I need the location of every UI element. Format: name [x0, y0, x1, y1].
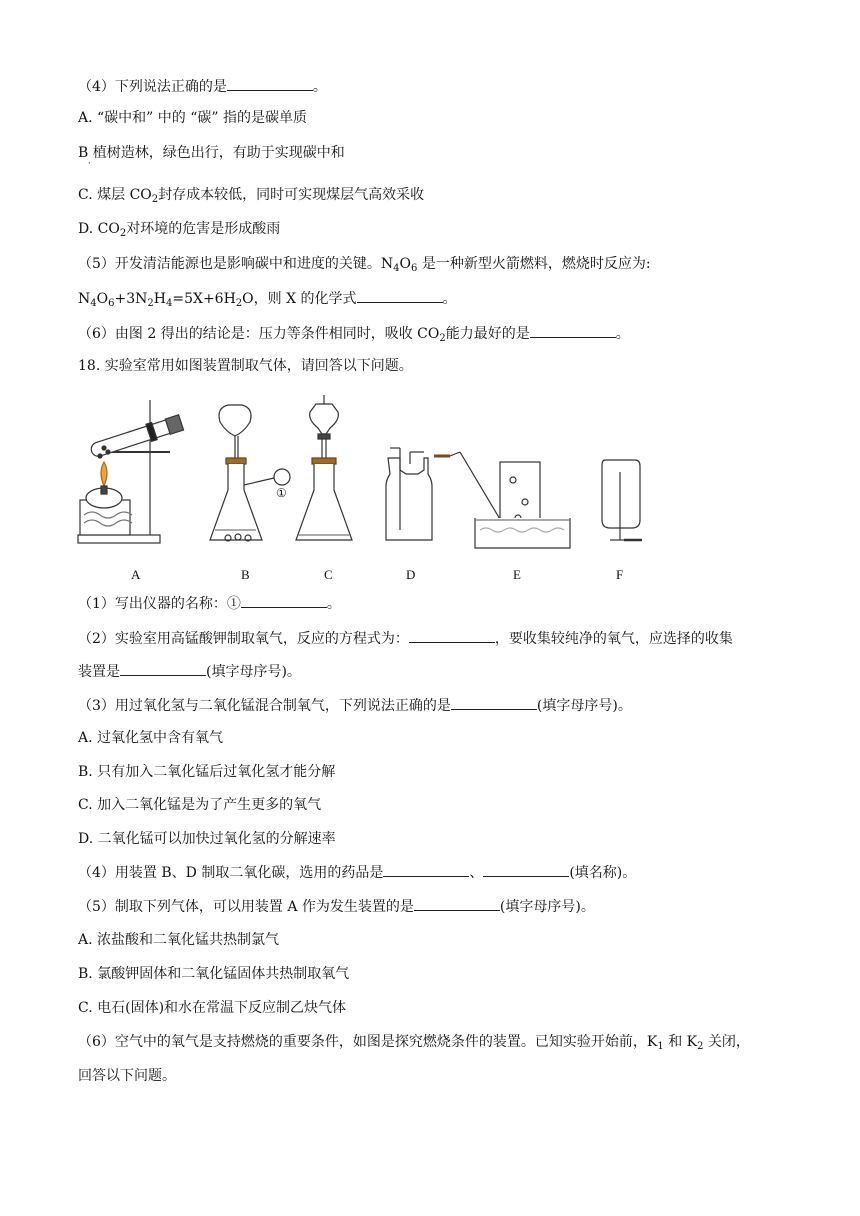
figure-label-b: B [241, 567, 250, 582]
figure-label-a: A [131, 567, 141, 582]
q18-p4-blank-2[interactable] [483, 862, 569, 877]
q18-p3-option-b: B. 只有加入二氧化锰后过氧化氢才能分解 [78, 764, 336, 780]
q18-p3-blank[interactable] [451, 695, 537, 710]
option-d-text: D. CO [78, 221, 120, 237]
q17-p4-blank[interactable] [227, 76, 313, 91]
lab-apparatus-figure [70, 390, 660, 585]
q17-p4-option-d [78, 219, 280, 239]
figure-label-f: F [616, 567, 624, 582]
q17-p5-sub: 6 [411, 263, 418, 274]
q17-p6-text: 能力最好的是 [445, 326, 530, 342]
eq-part: N [78, 291, 91, 307]
q17-p4-end: 。 [312, 79, 327, 95]
eq-sub: 2 [235, 298, 243, 309]
eq-part: +3N [114, 291, 148, 307]
q18-p5-option-b: B. 氯酸钾固体和二氧化锰固体共热制取氧气 [78, 966, 350, 982]
q18-p3-text: （3）用过氧化氢与二氧化锰混合制氧气，下列说法正确的是 [78, 698, 451, 714]
apparatus-a [78, 400, 184, 543]
q17-p5-blank[interactable] [357, 288, 443, 303]
q17-p6-end: 。 [615, 326, 630, 342]
eq-part: O [96, 291, 109, 307]
q18-p6-text: （6）空气中的氧气是支持燃烧的重要条件，如图是探究燃烧条件的装置。已知实验开始前，K [78, 1034, 658, 1050]
q18-p3-option-a: A. 过氧化氢中含有氧气 [78, 730, 224, 746]
q18-p1-blank[interactable] [241, 593, 327, 608]
q18-title: 18. 实验室常用如图装置制取气体，请回答以下问题。 [78, 358, 413, 374]
eq-sub: 4 [165, 298, 173, 309]
q17-p4-option-b: B 植树造林，绿色出行，有助于实现碳中和 [78, 145, 345, 161]
q17-p5-text: 是一种新型火箭燃料，燃烧时反应为: [417, 256, 651, 272]
q18-p1-end: 。 [326, 596, 341, 612]
apparatus-b [210, 405, 290, 541]
q18-p1-text: （1）写出仪器的名称：① [78, 596, 241, 612]
q18-p5-blank[interactable] [414, 896, 500, 911]
q17-p6-text: （6）由图 2 得出的结论是：压力等条件相同时，吸收 CO [78, 326, 440, 342]
apparatus-d [386, 448, 432, 540]
q18-p5-stem [78, 896, 595, 917]
q18-p2-text: 装置是 [78, 664, 120, 680]
instrument-marker-one: ① [276, 486, 287, 500]
q17-p4-option-c [78, 185, 424, 205]
figure-label-c: C [324, 567, 333, 582]
q18-p6-sub: 1 [657, 1041, 664, 1052]
q18-p5-text: （5）制取下列气体，可以用装置 A 作为发生装置的是 [78, 899, 414, 915]
q17-p5-text: （5）开发清洁能源也是影响碳中和进度的关键。N [78, 256, 394, 272]
q18-p3-option-d: D. 二氧化锰可以加快过氧化氢的分解速率 [78, 831, 336, 847]
q17-p5-equation [78, 288, 457, 309]
q18-p4 [78, 862, 636, 883]
q18-p2-line2 [78, 661, 301, 682]
q18-p5-text: (填字母序号)。 [499, 899, 595, 915]
q18-p5-option-c: C. 电石(固体)和水在常温下反应制乙炔气体 [78, 1000, 347, 1016]
figure-label-e: E [513, 567, 521, 582]
option-d-rest: 对环境的危害是形成酸雨 [126, 221, 281, 237]
option-c-sub: 2 [151, 194, 159, 205]
eq-part: H [153, 291, 166, 307]
q18-p2-text: (填字母序号)。 [206, 664, 301, 680]
q18-p2-text: （2）实验室用高锰酸钾制取氧气，反应的方程式为： [78, 631, 409, 647]
q18-p6-sub: 2 [697, 1041, 704, 1052]
apparatus-c [296, 395, 352, 540]
eq-part: O，则 X 的化学式 [242, 291, 357, 307]
q17-p6 [78, 323, 630, 344]
option-c-rest: 封存成本较低，同时可实现煤层气高效采收 [158, 187, 425, 203]
q18-p2-text: ，要收集较纯净的氧气，应选择的收集 [494, 631, 733, 647]
option-b-dot: · [88, 159, 91, 169]
q17-p4-option-a: A. “碳中和” 中的 “碳” 指的是碳单质 [78, 110, 307, 126]
q17-p4-stem [78, 76, 327, 97]
apparatus-e [434, 452, 570, 548]
q18-p3-text: (填字母序号)。 [536, 698, 632, 714]
q18-p4-text: (填名称)。 [569, 865, 637, 881]
q18-p6-line1 [78, 1032, 750, 1052]
eq-sub: 4 [90, 298, 97, 309]
q17-p6-blank[interactable] [530, 323, 616, 338]
q18-p4-blank-1[interactable] [383, 862, 469, 877]
q17-p5-line1 [78, 254, 651, 274]
apparatus-drawing [70, 390, 660, 585]
q17-p5-sub: 4 [393, 263, 400, 274]
q17-p6-sub: 2 [439, 333, 446, 344]
q18-p6-text: 关闭， [703, 1034, 750, 1050]
figure-label-d: D [406, 567, 416, 582]
q17-p5-text: O [399, 256, 412, 272]
eq-end: 。 [442, 291, 457, 307]
q18-p2-blank-equation[interactable] [409, 628, 495, 643]
q18-p2-line1 [78, 628, 733, 649]
q18-p3-stem [78, 695, 632, 716]
eq-part: =5X+6H [172, 291, 236, 307]
q18-p4-text: 、 [469, 865, 484, 881]
q18-p2-blank-device[interactable] [120, 661, 206, 676]
q18-p1 [78, 593, 341, 614]
option-d-sub: 2 [119, 228, 127, 239]
q18-p6-line2: 回答以下问题。 [78, 1068, 176, 1084]
eq-sub: 2 [147, 298, 154, 309]
q18-p3-option-c: C. 加入二氧化锰是为了产生更多的氧气 [78, 797, 322, 813]
eq-sub: 6 [108, 298, 115, 309]
q18-p6-text: 和 K [663, 1034, 698, 1050]
apparatus-f [602, 460, 642, 540]
q17-p4-text: （4）下列说法正确的是 [78, 79, 227, 95]
q18-p4-text: （4）用装置 B、D 制取二氧化碳，选用的药品是 [78, 865, 384, 881]
q18-p5-option-a: A. 浓盐酸和二氧化锰共热制氯气 [78, 932, 280, 948]
option-c-text: C. 煤层 CO [78, 187, 152, 203]
